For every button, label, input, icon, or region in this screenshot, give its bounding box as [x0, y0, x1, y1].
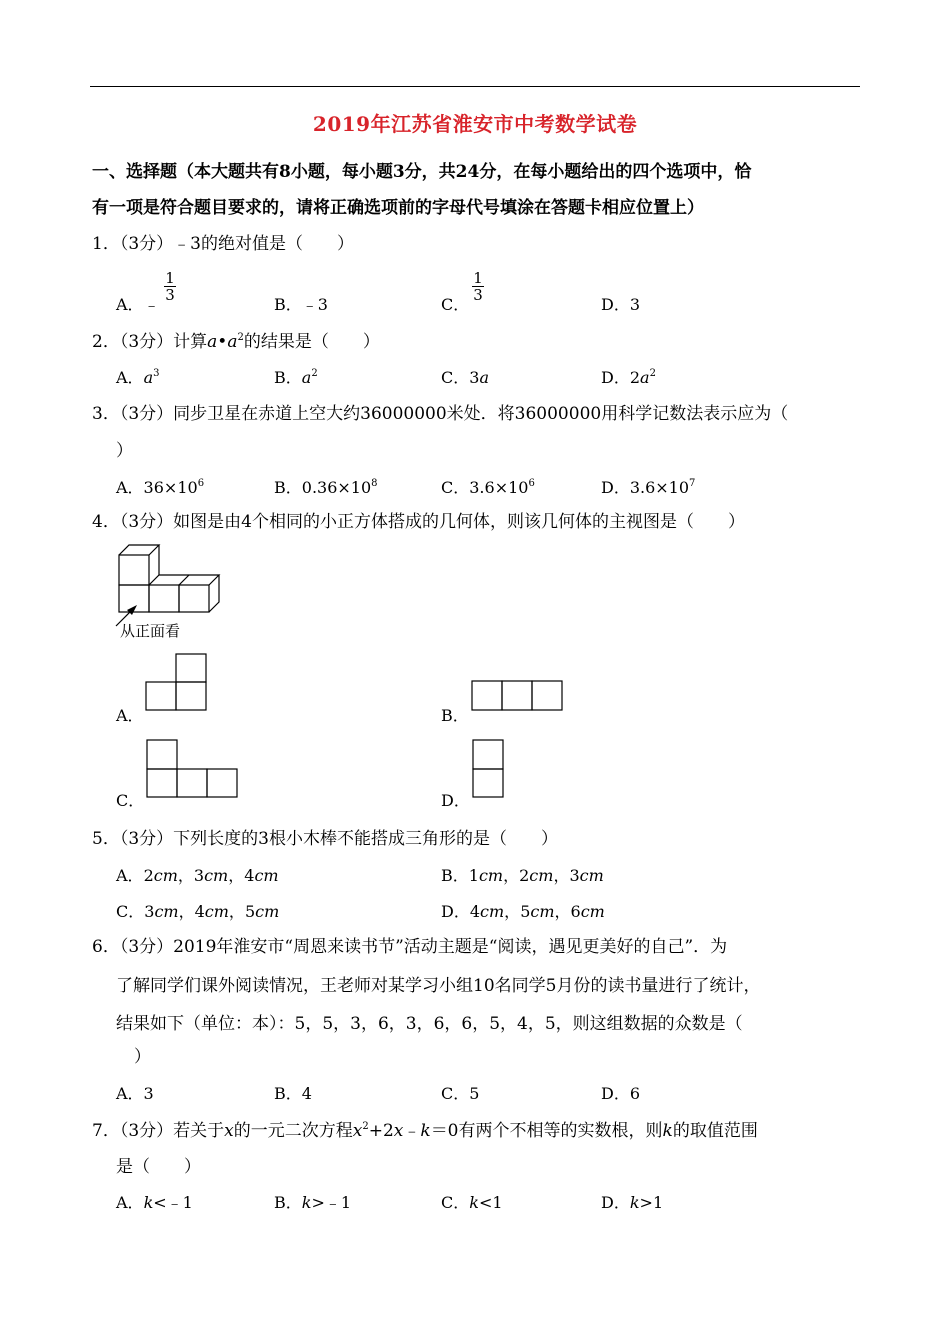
q1-option-a-fraction: 1 3 — [165, 269, 175, 304]
q3-option-d: D．$3.6\times 10^7$ — [601, 478, 696, 497]
q6-stem-line2: 了解同学们课外阅读情况，王老师对某学习小组10名同学5月份的读书量进行了统计， — [116, 976, 761, 996]
q1-option-b: B．﹣3 — [274, 295, 328, 314]
q7-option-c: C．k<1 — [441, 1193, 503, 1212]
q2-stem: 2．（3分）计算$a•a^2$的结果是（ ） — [92, 332, 380, 352]
q4-option-b-figure — [470, 680, 565, 712]
q2-option-a: A．$a^3$ — [116, 368, 160, 387]
q5-option-b: B．1cm，2cm，3cm — [441, 866, 604, 885]
q3-stem-line2: ） — [116, 441, 133, 461]
q3-option-b: B．$0.36\times 10^8$ — [274, 478, 378, 497]
q4-option-d-label: D． — [441, 791, 470, 810]
q2-option-d: D．$2a^2$ — [601, 368, 656, 387]
q4-figure-caption: 从正面看 — [120, 622, 181, 640]
q5-option-a: A．2cm，3cm，4cm — [116, 866, 279, 885]
q1-option-a: A．﹣ — [116, 295, 160, 314]
q3-option-c: C．$3.6\times 10^6$ — [441, 478, 535, 497]
q6-option-d: D．6 — [601, 1084, 641, 1103]
section-heading-line2: 有一项是符合题目要求的，请将正确选项前的字母代号填涂在答题卡相应位置上） — [92, 198, 704, 218]
page-title: 2019年江苏省淮安市中考数学试卷 — [312, 112, 638, 136]
q6-stem-line1: 6．（3分）2019年淮安市“周恩来读书节”活动主题是“阅读，遇见更美好的自己”．为 — [92, 937, 728, 957]
q1-stem: 1．（3分）﹣3的绝对值是（ ） — [92, 234, 354, 254]
q4-option-a-figure — [145, 652, 209, 712]
q7-option-b: B．k>﹣1 — [274, 1193, 352, 1212]
q4-stem: 4．（3分）如图是由4个相同的小正方体搭成的几何体，则该几何体的主视图是（ ） — [92, 512, 745, 532]
q4-option-c-label: C． — [116, 791, 145, 810]
q4-option-c-figure — [145, 738, 240, 800]
q1-option-c-fraction: 1 3 — [473, 269, 483, 304]
q7-stem-line2: 是（ ） — [116, 1157, 201, 1177]
q4-option-d-figure — [471, 738, 507, 800]
q6-option-b: B．4 — [274, 1084, 312, 1103]
q5-option-c: C．3cm，4cm，5cm — [116, 902, 280, 921]
q1-option-d: D．3 — [601, 295, 641, 314]
q6-stem-line3: 结果如下（单位：本）：5，5，3，6，3，6，6，5，4，5，则这组数据的众数是（ — [116, 1014, 743, 1034]
q2-option-c: C．3a — [441, 368, 489, 387]
q7-stem-line1: 7．（3分）若关于x的一元二次方程$x^2+2x﹣k=0$有两个不相等的实数根，则k的取值范围 — [92, 1121, 758, 1141]
q6-option-a: A．3 — [116, 1084, 154, 1103]
header-rule — [90, 86, 860, 87]
q4-option-b-label: B． — [441, 706, 469, 725]
q5-stem: 5．（3分）下列长度的3根小木棒不能搭成三角形的是（ ） — [92, 829, 558, 849]
q4-option-a-label: A． — [116, 706, 144, 725]
q7-option-d: D．k>1 — [601, 1193, 664, 1212]
q3-stem-line1: 3．（3分）同步卫星在赤道上空大约36000000米处．将36000000用科学记数法表示应为（ — [92, 404, 789, 424]
q6-option-c: C．5 — [441, 1084, 480, 1103]
section-heading-line1: 一、选择题（本大题共有8小题，每小题3分，共24分，在每小题给出的四个选项中，恰 — [92, 162, 752, 182]
q7-option-a: A．k<﹣1 — [116, 1193, 193, 1212]
q2-option-b: B．$a^2$ — [274, 368, 318, 387]
q6-stem-line4: ） — [134, 1047, 151, 1067]
q3-option-a: A．$36\times 10^6$ — [116, 478, 205, 497]
q5-option-d: D．4cm，5cm，6cm — [441, 902, 605, 921]
q1-option-c: C． — [441, 295, 470, 314]
